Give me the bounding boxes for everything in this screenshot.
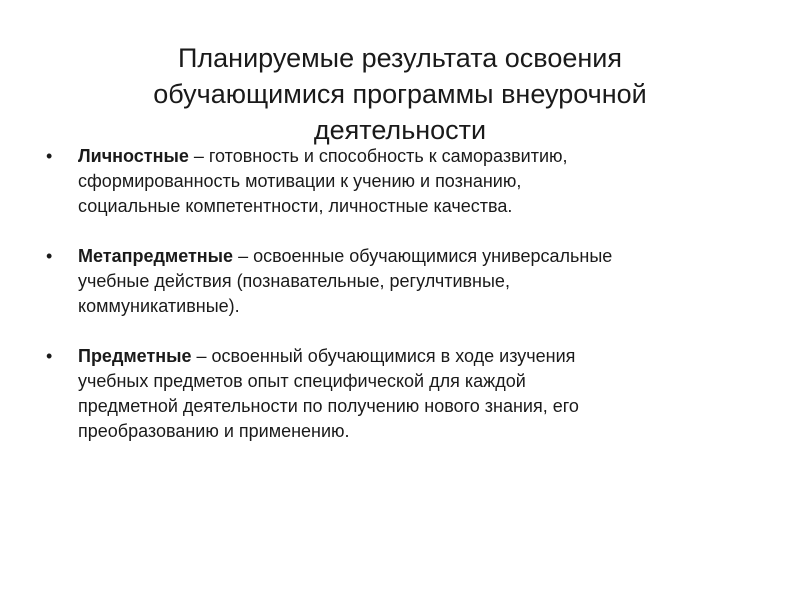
bullet-list (46, 144, 756, 469)
slide-title (60, 40, 740, 148)
title-line: Планируемые результата освоения (178, 43, 622, 74)
bullet-text: предметной деятельности по получению нового знания, его (78, 396, 579, 416)
bullet-term: Метапредметные (78, 246, 234, 266)
bullet-line (78, 144, 756, 169)
bullet-term: Предметные (78, 346, 192, 366)
bullet-text: учебные действия (познавательные, регулчтивные, (78, 271, 510, 291)
bullet-text: – освоенный обучающимися в ходе изучения (191, 346, 576, 366)
bullet-text: – освоенные обучающимися универсальные (233, 246, 613, 266)
bullet-text: преобразованию и применению. (78, 421, 350, 441)
bullet-marker-icon: • (46, 146, 53, 166)
bullet-metasubject (46, 244, 756, 319)
bullet-term: Личностные (78, 146, 189, 166)
bullet-personal (46, 144, 756, 219)
bullet-marker-icon: • (46, 346, 53, 366)
bullet-text: сформированность мотивации к учению и познанию, (78, 171, 522, 191)
bullet-text: социальные компетентности, личностные качества. (78, 196, 513, 216)
bullet-line (78, 244, 756, 269)
title-line: обучающимися программы внеурочной (153, 79, 647, 110)
title-line: деятельности (313, 115, 487, 146)
bullet-text: учебных предметов опыт специфической для каждой (78, 371, 526, 391)
bullet-subject (46, 344, 756, 444)
bullet-text: коммуникативные). (78, 296, 240, 316)
bullet-text: – готовность и способность к саморазвитию, (188, 146, 568, 166)
bullet-marker-icon: • (46, 246, 53, 266)
bullet-line (78, 344, 756, 369)
